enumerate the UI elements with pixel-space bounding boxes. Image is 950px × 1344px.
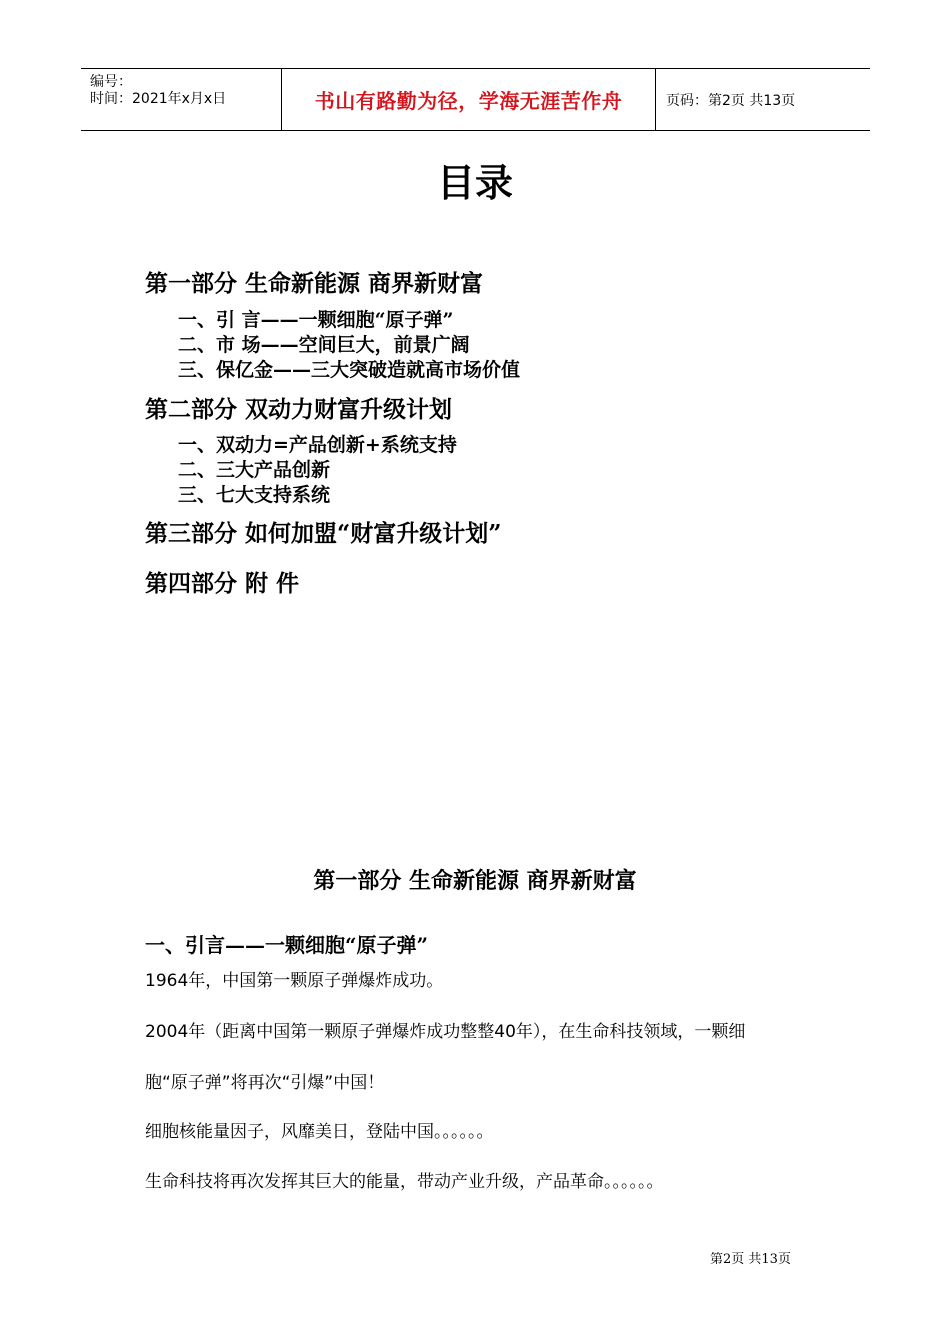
header-time-label: 时间：2021年x月x日 [90, 91, 227, 107]
toc-part-4: 第四部分 附 件 [145, 570, 300, 597]
paragraph-1: 1964年，中国第一颗原子弹爆炸成功。 [145, 971, 444, 991]
toc-part1-item-3: 三、保亿金——三大突破造就高市场价值 [178, 359, 521, 381]
header-meta-cell [81, 69, 282, 130]
toc-part1-item-2: 二、市 场——空间巨大，前景广阔 [178, 334, 470, 356]
toc-part2-item-2: 二、三大产品创新 [178, 459, 331, 481]
toc-part-2: 第二部分 双动力财富升级计划 [145, 396, 453, 423]
section-subtitle: 一、引言——一颗细胞“原子弹” [145, 933, 429, 957]
section-title: 第一部分 生命新能源 商界新财富 [313, 868, 637, 894]
page-header [81, 68, 870, 131]
paragraph-2: 2004年（距离中国第一颗原子弹爆炸成功整整40年），在生命科技领域，一颗细 [145, 1022, 746, 1042]
toc-part2-item-1: 一、双动力=产品创新+系统支持 [178, 434, 457, 456]
header-number-label: 编号： [90, 74, 132, 90]
header-motto: 书山有路勤为径，学海无涯苦作舟 [282, 69, 656, 130]
toc-part1-item-1: 一、引 言——一颗细胞“原子弹” [178, 309, 454, 331]
toc-part-3: 第三部分 如何加盟“财富升级计划” [145, 520, 502, 547]
header-page-info: 页码：第2页 共13页 [666, 92, 796, 109]
paragraph-3: 胞“原子弹”将再次“引爆”中国！ [145, 1073, 385, 1093]
toc-title: 目录 [436, 161, 513, 205]
toc-part-1: 第一部分 生命新能源 商界新财富 [145, 270, 484, 297]
paragraph-5: 生命科技将再次发挥其巨大的能量，带动产业升级，产品革命。。。。。。 [145, 1172, 664, 1192]
paragraph-4: 细胞核能量因子，风靡美日，登陆中国。。。。。。 [145, 1122, 494, 1142]
toc-part2-item-3: 三、七大支持系统 [178, 484, 331, 506]
footer-page-number: 第2页 共13页 [710, 1252, 791, 1267]
